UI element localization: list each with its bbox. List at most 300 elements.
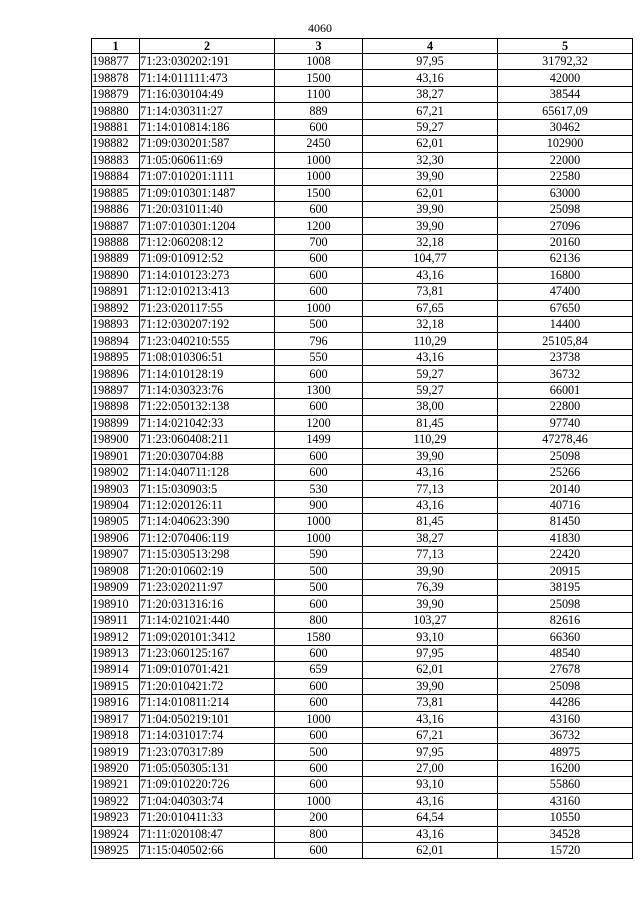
- table-row: [92, 103, 633, 119]
- table-cell: 62136: [498, 251, 633, 267]
- table-row: [92, 596, 633, 612]
- table-cell: 600: [275, 596, 363, 612]
- table-cell: 1500: [275, 185, 363, 201]
- table-cell: 71:20:030704:88: [140, 448, 275, 464]
- table-cell: 198880: [92, 103, 140, 119]
- table-cell: 198888: [92, 234, 140, 250]
- table-row: [92, 415, 633, 431]
- table-row: [92, 86, 633, 102]
- table-row: [92, 152, 633, 168]
- table-cell: 71:16:030104:49: [140, 86, 275, 102]
- table-cell: 198917: [92, 711, 140, 727]
- table-row: [92, 481, 633, 497]
- table-cell: 796: [275, 333, 363, 349]
- table-cell: 900: [275, 497, 363, 513]
- table-cell: 71:20:010602:19: [140, 563, 275, 579]
- table-row: [92, 695, 633, 711]
- table-cell: 530: [275, 481, 363, 497]
- table-cell: 71:07:010201:1111: [140, 169, 275, 185]
- table-cell: 62,01: [363, 185, 498, 201]
- table-cell: 1000: [275, 300, 363, 316]
- table-cell: 59,27: [363, 366, 498, 382]
- table-cell: 25098: [498, 596, 633, 612]
- table-cell: 32,18: [363, 234, 498, 250]
- table-cell: 32,18: [363, 317, 498, 333]
- table-cell: 71:08:010306:51: [140, 349, 275, 365]
- table-cell: 36732: [498, 366, 633, 382]
- table-cell: 25266: [498, 464, 633, 480]
- table-cell: 600: [275, 284, 363, 300]
- table-cell: 103,27: [363, 612, 498, 628]
- table-row: [92, 119, 633, 135]
- table-cell: 198884: [92, 169, 140, 185]
- table-cell: 43,16: [363, 70, 498, 86]
- table-cell: 39,90: [363, 448, 498, 464]
- table-cell: 889: [275, 103, 363, 119]
- table-cell: 600: [275, 645, 363, 661]
- table-cell: 77,13: [363, 481, 498, 497]
- table-cell: 500: [275, 317, 363, 333]
- table-cell: 71:23:020117:55: [140, 300, 275, 316]
- table-cell: 16200: [498, 760, 633, 776]
- table-cell: 66001: [498, 382, 633, 398]
- table-cell: 71:09:010912:52: [140, 251, 275, 267]
- table-cell: 800: [275, 826, 363, 842]
- table-cell: 43,16: [363, 349, 498, 365]
- table-cell: 77,13: [363, 547, 498, 563]
- table-cell: 66360: [498, 629, 633, 645]
- table-cell: 1000: [275, 530, 363, 546]
- table-row: [92, 711, 633, 727]
- table-cell: 71:09:010701:421: [140, 662, 275, 678]
- table-cell: 500: [275, 580, 363, 596]
- table-cell: 81,45: [363, 514, 498, 530]
- table-cell: 81,45: [363, 415, 498, 431]
- table-cell: 198921: [92, 777, 140, 793]
- table-cell: 20140: [498, 481, 633, 497]
- column-header: 4: [363, 39, 498, 54]
- table-cell: 71:23:070317:89: [140, 744, 275, 760]
- table-cell: 30462: [498, 119, 633, 135]
- table-row: [92, 777, 633, 793]
- table-cell: 36732: [498, 727, 633, 743]
- table-cell: 198882: [92, 136, 140, 152]
- table-cell: 1580: [275, 629, 363, 645]
- table-cell: 39,90: [363, 201, 498, 217]
- table-cell: 71:20:031011:40: [140, 201, 275, 217]
- table-cell: 63000: [498, 185, 633, 201]
- table-cell: 600: [275, 267, 363, 283]
- table-cell: 1300: [275, 382, 363, 398]
- table-cell: 73,81: [363, 284, 498, 300]
- table-cell: 198909: [92, 580, 140, 596]
- table-cell: 800: [275, 612, 363, 628]
- table-cell: 198906: [92, 530, 140, 546]
- table-cell: 71:14:010123:273: [140, 267, 275, 283]
- table-cell: 23738: [498, 349, 633, 365]
- table-cell: 71:14:010811:214: [140, 695, 275, 711]
- table-cell: 600: [275, 448, 363, 464]
- table-cell: 198877: [92, 54, 140, 70]
- page-number: 4060: [308, 21, 332, 35]
- table-cell: 97740: [498, 415, 633, 431]
- table-row: [92, 497, 633, 513]
- table-cell: 43,16: [363, 711, 498, 727]
- table-cell: 71:23:020211:97: [140, 580, 275, 596]
- table-cell: 31792,32: [498, 54, 633, 70]
- table-cell: 47400: [498, 284, 633, 300]
- table-cell: 71:14:030323:76: [140, 382, 275, 398]
- table-cell: 38544: [498, 86, 633, 102]
- table-row: [92, 662, 633, 678]
- table-cell: 1000: [275, 711, 363, 727]
- table-cell: 1500: [275, 70, 363, 86]
- table-row: [92, 366, 633, 382]
- table-cell: 59,27: [363, 119, 498, 135]
- table-cell: 97,95: [363, 54, 498, 70]
- table-cell: 600: [275, 251, 363, 267]
- table-row: [92, 201, 633, 217]
- table-cell: 71:14:030311:27: [140, 103, 275, 119]
- table-cell: 71:09:020101:3412: [140, 629, 275, 645]
- table-cell: 39,90: [363, 678, 498, 694]
- table-row: [92, 547, 633, 563]
- table-cell: 71:15:040502:66: [140, 843, 275, 859]
- table-cell: 71:22:050132:138: [140, 399, 275, 415]
- table-cell: 65617,09: [498, 103, 633, 119]
- table-row: [92, 580, 633, 596]
- table-cell: 1000: [275, 152, 363, 168]
- table-cell: 600: [275, 201, 363, 217]
- table-row: [92, 185, 633, 201]
- table-cell: 22000: [498, 152, 633, 168]
- table-cell: 71:14:021021:440: [140, 612, 275, 628]
- column-header: 1: [92, 39, 140, 54]
- table-cell: 110,29: [363, 432, 498, 448]
- table-cell: 198896: [92, 366, 140, 382]
- table-row: [92, 317, 633, 333]
- table-cell: 198878: [92, 70, 140, 86]
- table-row: [92, 760, 633, 776]
- table-cell: 198901: [92, 448, 140, 464]
- table-cell: 48975: [498, 744, 633, 760]
- table-cell: 71:14:010128:19: [140, 366, 275, 382]
- table-cell: 71:04:050219:101: [140, 711, 275, 727]
- table-row: [92, 530, 633, 546]
- table-cell: 71:14:040711:128: [140, 464, 275, 480]
- table-cell: 71:12:060208:12: [140, 234, 275, 250]
- table-cell: 40716: [498, 497, 633, 513]
- table-cell: 198923: [92, 810, 140, 826]
- table-row: [92, 382, 633, 398]
- table-cell: 27,00: [363, 760, 498, 776]
- table-cell: 43,16: [363, 793, 498, 809]
- table-cell: 38195: [498, 580, 633, 596]
- table-cell: 71:04:040303:74: [140, 793, 275, 809]
- table-row: [92, 793, 633, 809]
- table-cell: 71:23:060408:211: [140, 432, 275, 448]
- table-row: [92, 284, 633, 300]
- table-cell: 71:20:031316:16: [140, 596, 275, 612]
- table-cell: 71:05:060611:69: [140, 152, 275, 168]
- table-cell: 71:09:010220:726: [140, 777, 275, 793]
- table-row: [92, 645, 633, 661]
- table-cell: 500: [275, 563, 363, 579]
- table-cell: 71:12:070406:119: [140, 530, 275, 546]
- table-cell: 22580: [498, 169, 633, 185]
- table-cell: 76,39: [363, 580, 498, 596]
- table-cell: 600: [275, 843, 363, 859]
- table-row: [92, 563, 633, 579]
- table-cell: 71:14:010814:186: [140, 119, 275, 135]
- table-cell: 39,90: [363, 218, 498, 234]
- table-cell: 600: [275, 366, 363, 382]
- table-cell: 198897: [92, 382, 140, 398]
- table-row: [92, 399, 633, 415]
- table-cell: 62,01: [363, 136, 498, 152]
- table-cell: 22420: [498, 547, 633, 563]
- table-cell: 25098: [498, 678, 633, 694]
- table-cell: 198883: [92, 152, 140, 168]
- table-cell: 38,27: [363, 530, 498, 546]
- table-cell: 47278,46: [498, 432, 633, 448]
- table-row: [92, 136, 633, 152]
- table-cell: 198879: [92, 86, 140, 102]
- table-cell: 600: [275, 760, 363, 776]
- table-cell: 67,21: [363, 727, 498, 743]
- table-cell: 198902: [92, 464, 140, 480]
- table-cell: 198886: [92, 201, 140, 217]
- table-cell: 71:15:030903:5: [140, 481, 275, 497]
- table-cell: 198918: [92, 727, 140, 743]
- table-cell: 700: [275, 234, 363, 250]
- table-cell: 20915: [498, 563, 633, 579]
- table-cell: 71:12:010213:413: [140, 284, 275, 300]
- table-cell: 198881: [92, 119, 140, 135]
- table-cell: 1008: [275, 54, 363, 70]
- table-row: [92, 629, 633, 645]
- table-cell: 71:20:010411:33: [140, 810, 275, 826]
- table-cell: 198925: [92, 843, 140, 859]
- column-header: 2: [140, 39, 275, 54]
- table-cell: 1000: [275, 169, 363, 185]
- table-row: [92, 267, 633, 283]
- table-cell: 59,27: [363, 382, 498, 398]
- table-cell: 15720: [498, 843, 633, 859]
- table-cell: 1000: [275, 793, 363, 809]
- table-row: [92, 333, 633, 349]
- table-row: [92, 349, 633, 365]
- table-cell: 550: [275, 349, 363, 365]
- table-cell: 71:23:060125:167: [140, 645, 275, 661]
- table-row: [92, 70, 633, 86]
- table-cell: 71:15:030513:298: [140, 547, 275, 563]
- table-cell: 1499: [275, 432, 363, 448]
- table-cell: 1200: [275, 415, 363, 431]
- table-cell: 73,81: [363, 695, 498, 711]
- table-cell: 198895: [92, 349, 140, 365]
- table-cell: 97,95: [363, 744, 498, 760]
- table-row: [92, 54, 633, 70]
- table-cell: 198907: [92, 547, 140, 563]
- table-cell: 25098: [498, 448, 633, 464]
- table-header: [92, 39, 633, 54]
- table-cell: 1000: [275, 514, 363, 530]
- table-cell: 198900: [92, 432, 140, 448]
- table-cell: 198914: [92, 662, 140, 678]
- table-cell: 590: [275, 547, 363, 563]
- table-cell: 198904: [92, 497, 140, 513]
- column-header: 3: [275, 39, 363, 54]
- table-row: [92, 234, 633, 250]
- table-row: [92, 464, 633, 480]
- table-cell: 198905: [92, 514, 140, 530]
- table-cell: 71:09:030201:587: [140, 136, 275, 152]
- table-cell: 104,77: [363, 251, 498, 267]
- table-cell: 34528: [498, 826, 633, 842]
- table-cell: 198913: [92, 645, 140, 661]
- table-cell: 32,30: [363, 152, 498, 168]
- table-cell: 1200: [275, 218, 363, 234]
- column-header: 5: [498, 39, 633, 54]
- table-cell: 71:14:011111:473: [140, 70, 275, 86]
- table-cell: 600: [275, 777, 363, 793]
- table-cell: 42000: [498, 70, 633, 86]
- table-row: [92, 612, 633, 628]
- table-cell: 500: [275, 744, 363, 760]
- table-cell: 198912: [92, 629, 140, 645]
- table-cell: 198920: [92, 760, 140, 776]
- table-cell: 600: [275, 727, 363, 743]
- table-cell: 600: [275, 399, 363, 415]
- table-row: [92, 826, 633, 842]
- table-cell: 198924: [92, 826, 140, 842]
- table-cell: 20160: [498, 234, 633, 250]
- table-cell: 198892: [92, 300, 140, 316]
- table-cell: 25105,84: [498, 333, 633, 349]
- table-cell: 600: [275, 464, 363, 480]
- table-cell: 102900: [498, 136, 633, 152]
- table-cell: 64,54: [363, 810, 498, 826]
- table-cell: 43,16: [363, 826, 498, 842]
- table-cell: 198885: [92, 185, 140, 201]
- table-cell: 198922: [92, 793, 140, 809]
- table-cell: 198910: [92, 596, 140, 612]
- table-row: [92, 727, 633, 743]
- table-cell: 16800: [498, 267, 633, 283]
- table-cell: 71:23:030202:191: [140, 54, 275, 70]
- header-row: [92, 39, 633, 54]
- table-cell: 55860: [498, 777, 633, 793]
- table-cell: 110,29: [363, 333, 498, 349]
- table-cell: 198899: [92, 415, 140, 431]
- table-cell: 198887: [92, 218, 140, 234]
- table-cell: 71:12:020126:11: [140, 497, 275, 513]
- table-cell: 82616: [498, 612, 633, 628]
- table-cell: 71:07:010301:1204: [140, 218, 275, 234]
- table-row: [92, 169, 633, 185]
- table-cell: 659: [275, 662, 363, 678]
- table-cell: 600: [275, 119, 363, 135]
- table-cell: 93,10: [363, 777, 498, 793]
- table-cell: 43,16: [363, 464, 498, 480]
- table-cell: 198908: [92, 563, 140, 579]
- table-cell: 93,10: [363, 629, 498, 645]
- table-cell: 198890: [92, 267, 140, 283]
- table-cell: 71:12:030207:192: [140, 317, 275, 333]
- table-row: [92, 514, 633, 530]
- table-cell: 43,16: [363, 267, 498, 283]
- table-row: [92, 218, 633, 234]
- table-cell: 198903: [92, 481, 140, 497]
- table-row: [92, 300, 633, 316]
- table-cell: 27096: [498, 218, 633, 234]
- table-cell: 39,90: [363, 169, 498, 185]
- table-cell: 39,90: [363, 596, 498, 612]
- table-cell: 38,00: [363, 399, 498, 415]
- table-cell: 43160: [498, 793, 633, 809]
- table-body: [92, 54, 633, 859]
- table-cell: 71:23:040210:555: [140, 333, 275, 349]
- table-cell: 48540: [498, 645, 633, 661]
- table-row: [92, 810, 633, 826]
- table-cell: 14400: [498, 317, 633, 333]
- table-cell: 71:09:010301:1487: [140, 185, 275, 201]
- table-cell: 71:14:031017:74: [140, 727, 275, 743]
- table-cell: 198916: [92, 695, 140, 711]
- table-row: [92, 678, 633, 694]
- table-cell: 81450: [498, 514, 633, 530]
- table-cell: 198889: [92, 251, 140, 267]
- table-cell: 97,95: [363, 645, 498, 661]
- table-cell: 198894: [92, 333, 140, 349]
- table-cell: 600: [275, 678, 363, 694]
- table-cell: 71:05:050305:131: [140, 760, 275, 776]
- table-cell: 25098: [498, 201, 633, 217]
- table-cell: 62,01: [363, 843, 498, 859]
- table-cell: 71:14:021042:33: [140, 415, 275, 431]
- table-cell: 67,21: [363, 103, 498, 119]
- table-cell: 200: [275, 810, 363, 826]
- table-cell: 43,16: [363, 497, 498, 513]
- table-row: [92, 251, 633, 267]
- table-cell: 71:14:040623:390: [140, 514, 275, 530]
- table-cell: 67,65: [363, 300, 498, 316]
- table-cell: 198915: [92, 678, 140, 694]
- table-cell: 198898: [92, 399, 140, 415]
- table-cell: 198919: [92, 744, 140, 760]
- table-cell: 43160: [498, 711, 633, 727]
- table-cell: 198891: [92, 284, 140, 300]
- table-cell: 71:20:010421:72: [140, 678, 275, 694]
- table-cell: 198893: [92, 317, 140, 333]
- table-cell: 39,90: [363, 563, 498, 579]
- table-cell: 71:11:020108:47: [140, 826, 275, 842]
- table-cell: 10550: [498, 810, 633, 826]
- table-cell: 2450: [275, 136, 363, 152]
- table-row: [92, 744, 633, 760]
- table-cell: 22800: [498, 399, 633, 415]
- table-cell: 67650: [498, 300, 633, 316]
- table-cell: 1100: [275, 86, 363, 102]
- table-cell: 27678: [498, 662, 633, 678]
- table-cell: 38,27: [363, 86, 498, 102]
- table-cell: 198911: [92, 612, 140, 628]
- table-row: [92, 843, 633, 859]
- data-table: [91, 38, 633, 859]
- table-cell: 600: [275, 695, 363, 711]
- table-cell: 41830: [498, 530, 633, 546]
